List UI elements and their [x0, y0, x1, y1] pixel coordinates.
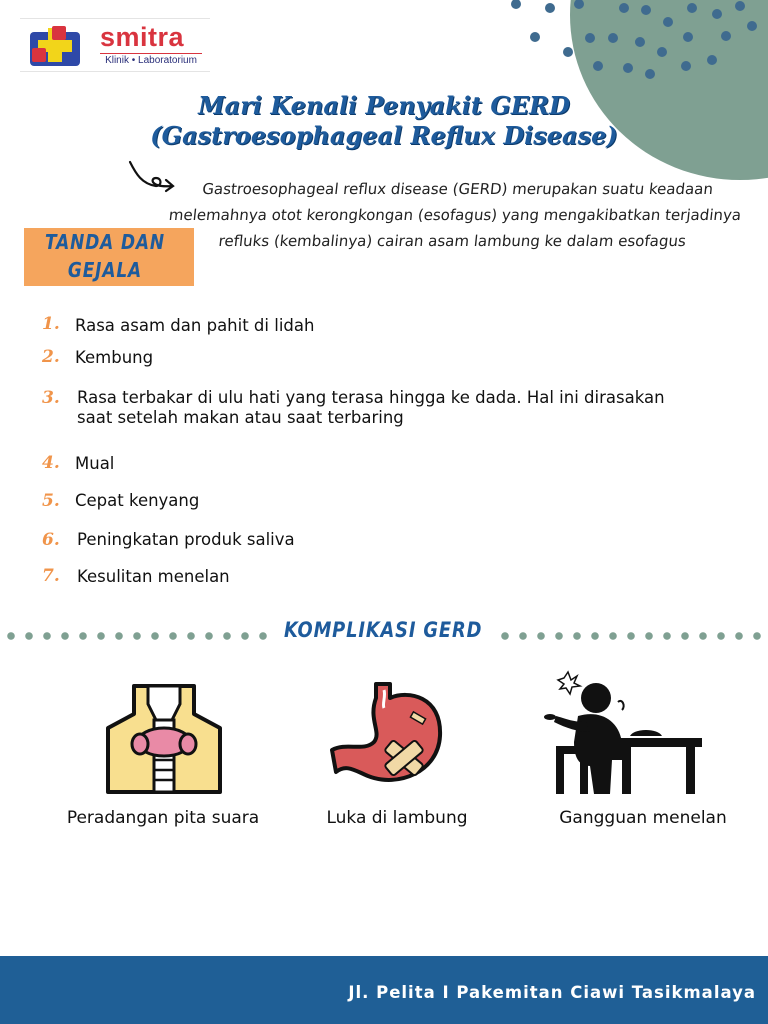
complication-caption: Luka di lambung — [326, 808, 468, 828]
list-item: Peningkatan produk saliva — [77, 530, 295, 549]
list-number: 2. — [42, 347, 60, 367]
intro-line: refluks (kembalinya) cairan asam lambung ke dalam esofagus — [217, 232, 687, 250]
intro-line: Gastroesophageal reflux disease (GERD) merupakan suatu keadaan — [201, 180, 714, 198]
symptoms-heading-line1: TANDA DAN — [44, 230, 165, 254]
footer-address: Jl. Pelita I Pakemitan Ciawi Tasikmalaya — [348, 983, 756, 1002]
list-item-continued: saat setelah makan atau saat terbaring — [77, 408, 404, 427]
list-number: 5. — [42, 491, 60, 511]
list-item: Rasa asam dan pahit di lidah — [75, 316, 315, 335]
list-number: 4. — [42, 453, 60, 473]
symptoms-heading-line2: GEJALA — [67, 258, 143, 282]
page-title-line2: (Gastroesophageal Reflux Disease) — [150, 121, 618, 150]
throat-icon — [104, 684, 224, 796]
list-number: 3. — [42, 388, 60, 408]
list-item: Cepat kenyang — [75, 491, 200, 510]
logo-subtitle: Klinik • Laboratorium — [100, 53, 202, 66]
intro-paragraph — [146, 176, 764, 254]
complication-caption: Gangguan menelan — [559, 808, 727, 828]
logo-name: smitra — [100, 22, 185, 52]
person-eating-icon — [534, 670, 706, 796]
list-item: Rasa terbakar di ulu hati yang terasa hingga ke dada. Hal ini dirasakan — [77, 388, 665, 407]
dotted-divider-right — [496, 631, 766, 641]
list-item: Kembung — [75, 348, 154, 367]
symptoms-heading — [41, 228, 169, 284]
list-number: 1. — [42, 314, 60, 334]
dotted-divider-left — [2, 631, 272, 641]
complication-caption: Peradangan pita suara — [66, 808, 260, 828]
list-item: Mual — [75, 454, 115, 473]
complications-heading: KOMPLIKASI GERD — [284, 618, 483, 642]
page-title-line1: Mari Kenali Penyakit GERD — [198, 91, 570, 120]
decorative-dots — [500, 0, 768, 90]
logo-mark-icon — [30, 26, 82, 66]
stomach-icon — [328, 680, 446, 790]
intro-line: melemahnya otot kerongkongan (esofagus) yang mengakibatkan terjadinya — [167, 206, 743, 224]
list-number: 6. — [42, 530, 60, 550]
list-item: Kesulitan menelan — [77, 567, 230, 586]
list-number: 7. — [42, 566, 60, 586]
